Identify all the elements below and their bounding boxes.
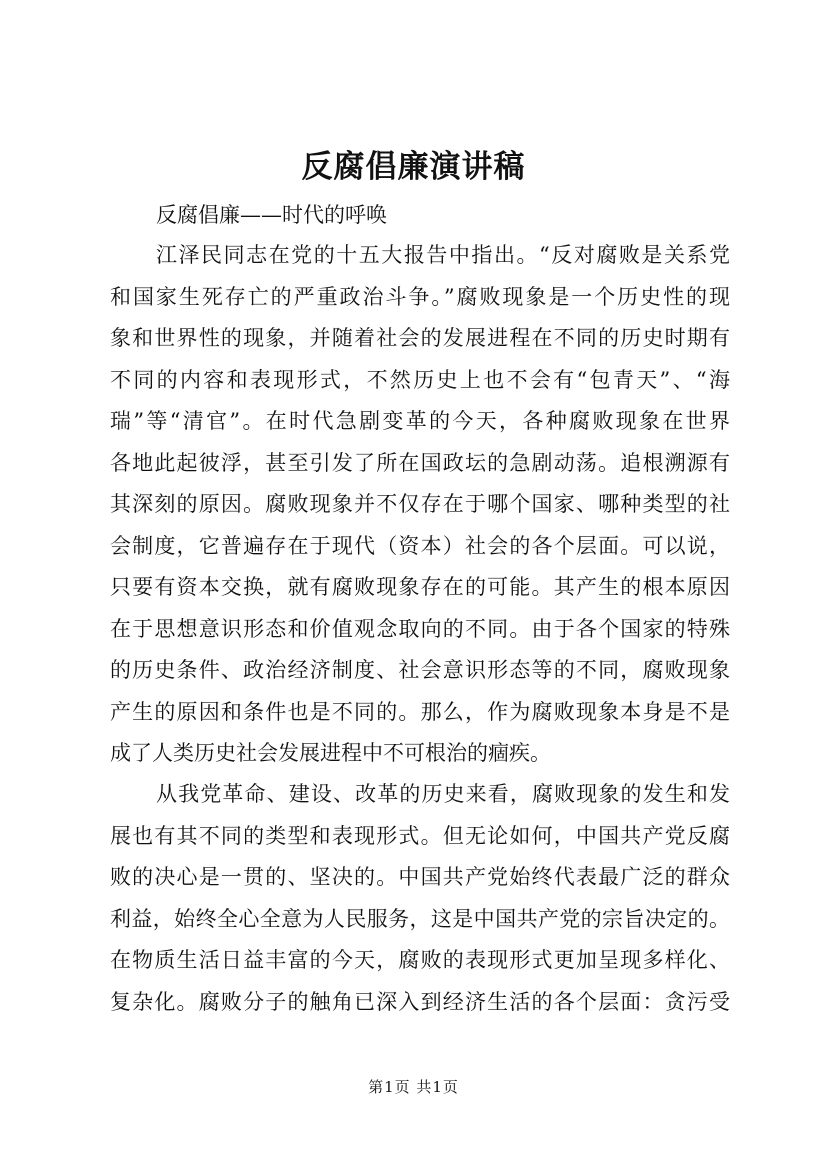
paragraph-line: 的历史条件、政治经济制度、社会意识形态等的不同，腐败现象 <box>110 658 730 682</box>
document-subtitle: 反腐倡廉——时代的呼唤 <box>156 203 387 227</box>
paragraph-line: 各地此起彼浮，甚至引发了所在国政坛的急剧动荡。追根溯源有 <box>110 450 730 475</box>
paragraph-line: 瑞”等“清官”。在时代急剧变革的今天，各种腐败现象在世界 <box>110 409 730 433</box>
paragraph-line: 成了人类历史社会发展进程中不可根治的痼疾。 <box>110 741 551 765</box>
paragraph-line: 败的决心是一贯的、坚决的。中国共产党始终代表最广泛的群众 <box>110 865 730 889</box>
paragraph-line: 从我党革命、建设、改革的历史来看，腐败现象的发生和发 <box>156 782 730 806</box>
paragraph-line: 江泽民同志在党的十五大报告中指出。“反对腐败是关系党 <box>156 243 730 267</box>
paragraph-line: 只要有资本交换，就有腐败现象存在的可能。其产生的根本原因 <box>110 575 730 599</box>
paragraph-line: 会制度，它普遍存在于现代（资本）社会的各个层面。可以说， <box>110 533 730 558</box>
paragraph-line: 不同的内容和表现形式，不然历史上也不会有“包青天”、“海 <box>110 367 730 392</box>
paragraph-line: 在物质生活日益丰富的今天，腐败的表现形式更加呈现多样化、 <box>110 948 730 972</box>
paragraph-line: 利益，始终全心全意为人民服务，这是中国共产党的宗旨决定的。 <box>110 906 730 931</box>
paragraph-2 <box>110 774 730 1023</box>
paragraph-line: 产生的原因和条件也是不同的。那么，作为腐败现象本身是不是 <box>110 699 730 724</box>
document-title: 反腐倡廉演讲稿 <box>301 149 526 185</box>
paragraph-line: 象和世界性的现象，并随着社会的发展进程在不同的历史时期有 <box>110 326 730 350</box>
paragraph-line: 在于思想意识形态和价值观念取向的不同。由于各个国家的特殊 <box>110 616 730 641</box>
paragraph-line: 复杂化。腐败分子的触角已深入到经济生活的各个层面：贪污受 <box>110 989 730 1014</box>
page-footer: 第1页 共1页 <box>368 1078 459 1096</box>
paragraph-line: 其深刻的原因。腐败现象并不仅存在于哪个国家、哪种类型的社 <box>110 492 730 516</box>
paragraph-1 <box>110 235 730 775</box>
paragraph-line: 和国家生死存亡的严重政治斗争。”腐败现象是一个历史性的现 <box>110 284 730 309</box>
paragraph-line: 展也有其不同的类型和表现形式。但无论如何，中国共产党反腐 <box>110 823 730 848</box>
